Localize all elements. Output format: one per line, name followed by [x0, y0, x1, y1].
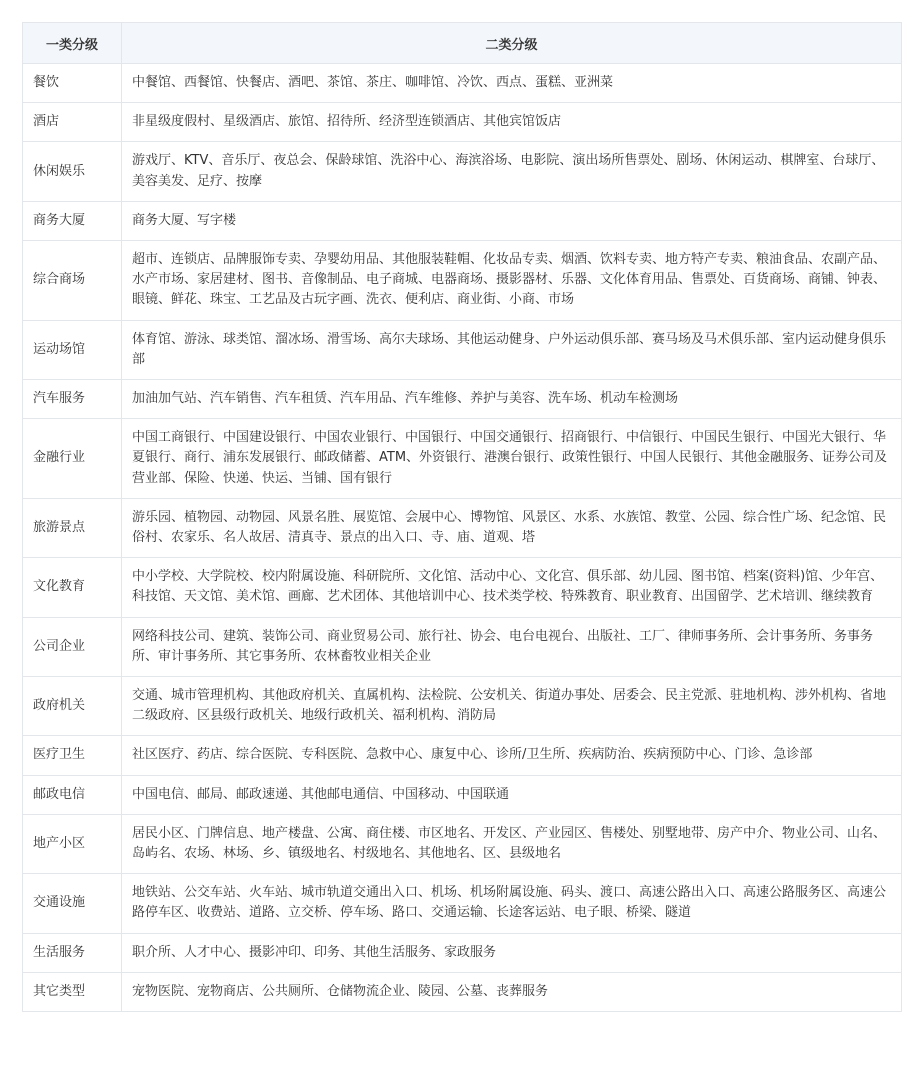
- primary-category-cell: 公司企业: [23, 617, 122, 676]
- table-row: [23, 201, 902, 240]
- secondary-category-cell: 职介所、人才中心、摄影冲印、印务、其他生活服务、家政服务: [122, 933, 902, 972]
- secondary-category-cell: 网络科技公司、建筑、装饰公司、商业贸易公司、旅行社、协会、电台电视台、出版社、工厂、律师事务所、会计事务所、务事务所、审计事务所、其它事务所、农林畜牧业相关企业: [122, 617, 902, 676]
- table-row: [23, 498, 902, 557]
- table-row: [23, 814, 902, 873]
- primary-category-cell: 交通设施: [23, 874, 122, 933]
- table-row: [23, 874, 902, 933]
- table-body: [23, 64, 902, 1012]
- primary-category-cell: 酒店: [23, 103, 122, 142]
- table-row: [23, 320, 902, 379]
- primary-category-cell: 其它类型: [23, 972, 122, 1011]
- secondary-category-cell: 宠物医院、宠物商店、公共厕所、仓储物流企业、陵园、公墓、丧葬服务: [122, 972, 902, 1011]
- poi-category-table: [22, 22, 902, 1012]
- table-row: [23, 64, 902, 103]
- primary-category-cell: 医疗卫生: [23, 736, 122, 775]
- table-row: [23, 972, 902, 1011]
- secondary-category-cell: 社区医疗、药店、综合医院、专科医院、急救中心、康复中心、诊所/卫生所、疾病防治、疾病预防中心、门诊、急诊部: [122, 736, 902, 775]
- secondary-category-cell: 加油加气站、汽车销售、汽车租赁、汽车用品、汽车维修、养护与美容、洗车场、机动车检测场: [122, 380, 902, 419]
- secondary-category-cell: 体育馆、游泳、球类馆、溜冰场、滑雪场、高尔夫球场、其他运动健身、户外运动俱乐部、赛马场及马术俱乐部、室内运动健身俱乐部: [122, 320, 902, 379]
- secondary-category-cell: 居民小区、门牌信息、地产楼盘、公寓、商住楼、市区地名、开发区、产业园区、售楼处、别墅地带、房产中介、物业公司、山名、岛屿名、农场、林场、乡、镇级地名、村级地名、其他地名、区、县级地名: [122, 814, 902, 873]
- table-row: [23, 419, 902, 499]
- poi-category-table-container: [22, 22, 901, 1012]
- secondary-category-cell: 游戏厅、KTV、音乐厅、夜总会、保龄球馆、洗浴中心、海滨浴场、电影院、演出场所售票处、剧场、休闲运动、棋牌室、台球厅、美容美发、足疗、按摩: [122, 142, 902, 201]
- primary-category-cell: 运动场馆: [23, 320, 122, 379]
- primary-category-cell: 商务大厦: [23, 201, 122, 240]
- primary-category-cell: 金融行业: [23, 419, 122, 499]
- primary-category-cell: 旅游景点: [23, 498, 122, 557]
- primary-category-cell: 文化教育: [23, 558, 122, 617]
- header-secondary-category: 二类分级: [122, 23, 902, 64]
- secondary-category-cell: 超市、连锁店、品牌服饰专卖、孕婴幼用品、其他服装鞋帽、化妆品专卖、烟酒、饮料专卖、地方特产专卖、粮油食品、农副产品、水产市场、家居建材、图书、音像制品、电子商城、电器商场、摄影器材、乐器、文化体育用品、售票处、百货商场、商铺、钟表、眼镜、鲜花、珠宝、工艺品及古玩字画、洗衣、便利店、商业街、小商、市场: [122, 241, 902, 321]
- secondary-category-cell: 中餐馆、西餐馆、快餐店、酒吧、茶馆、茶庄、咖啡馆、冷饮、西点、蛋糕、亚洲菜: [122, 64, 902, 103]
- secondary-category-cell: 交通、城市管理机构、其他政府机关、直属机构、法检院、公安机关、街道办事处、居委会、民主党派、驻地机构、涉外机构、省地二级政府、区县级行政机关、地级行政机关、福利机构、消防局: [122, 677, 902, 736]
- table-row: [23, 380, 902, 419]
- header-row: [23, 23, 902, 64]
- table-header: [23, 23, 902, 64]
- table-row: [23, 617, 902, 676]
- secondary-category-cell: 非星级度假村、星级酒店、旅馆、招待所、经济型连锁酒店、其他宾馆饭店: [122, 103, 902, 142]
- primary-category-cell: 生活服务: [23, 933, 122, 972]
- table-row: [23, 241, 902, 321]
- secondary-category-cell: 中国工商银行、中国建设银行、中国农业银行、中国银行、中国交通银行、招商银行、中信银行、中国民生银行、中国光大银行、华夏银行、商行、浦东发展银行、邮政储蓄、ATM、外资银行、港澳台银行、政策性银行、中国人民银行、其他金融服务、证券公司及营业部、保险、快递、快运、当铺、国有银行: [122, 419, 902, 499]
- secondary-category-cell: 中小学校、大学院校、校内附属设施、科研院所、文化馆、活动中心、文化宫、俱乐部、幼儿园、图书馆、档案(资料)馆、少年宫、科技馆、天文馆、美术馆、画廊、艺术团体、其他培训中心、技术类学校、特殊教育、职业教育、出国留学、艺术培训、继续教育: [122, 558, 902, 617]
- primary-category-cell: 休闲娱乐: [23, 142, 122, 201]
- table-row: [23, 775, 902, 814]
- table-row: [23, 103, 902, 142]
- header-primary-category: 一类分级: [23, 23, 122, 64]
- secondary-category-cell: 中国电信、邮局、邮政速递、其他邮电通信、中国移动、中国联通: [122, 775, 902, 814]
- secondary-category-cell: 商务大厦、写字楼: [122, 201, 902, 240]
- primary-category-cell: 汽车服务: [23, 380, 122, 419]
- secondary-category-cell: 地铁站、公交车站、火车站、城市轨道交通出入口、机场、机场附属设施、码头、渡口、高速公路出入口、高速公路服务区、高速公路停车区、收费站、道路、立交桥、停车场、路口、交通运输、长途客运站、电子眼、桥梁、隧道: [122, 874, 902, 933]
- table-row: [23, 933, 902, 972]
- primary-category-cell: 政府机关: [23, 677, 122, 736]
- table-row: [23, 677, 902, 736]
- primary-category-cell: 综合商场: [23, 241, 122, 321]
- primary-category-cell: 邮政电信: [23, 775, 122, 814]
- table-row: [23, 142, 902, 201]
- primary-category-cell: 地产小区: [23, 814, 122, 873]
- table-row: [23, 558, 902, 617]
- primary-category-cell: 餐饮: [23, 64, 122, 103]
- table-row: [23, 736, 902, 775]
- secondary-category-cell: 游乐园、植物园、动物园、风景名胜、展览馆、会展中心、博物馆、风景区、水系、水族馆、教堂、公园、综合性广场、纪念馆、民俗村、农家乐、名人故居、清真寺、景点的出入口、寺、庙、道观、塔: [122, 498, 902, 557]
